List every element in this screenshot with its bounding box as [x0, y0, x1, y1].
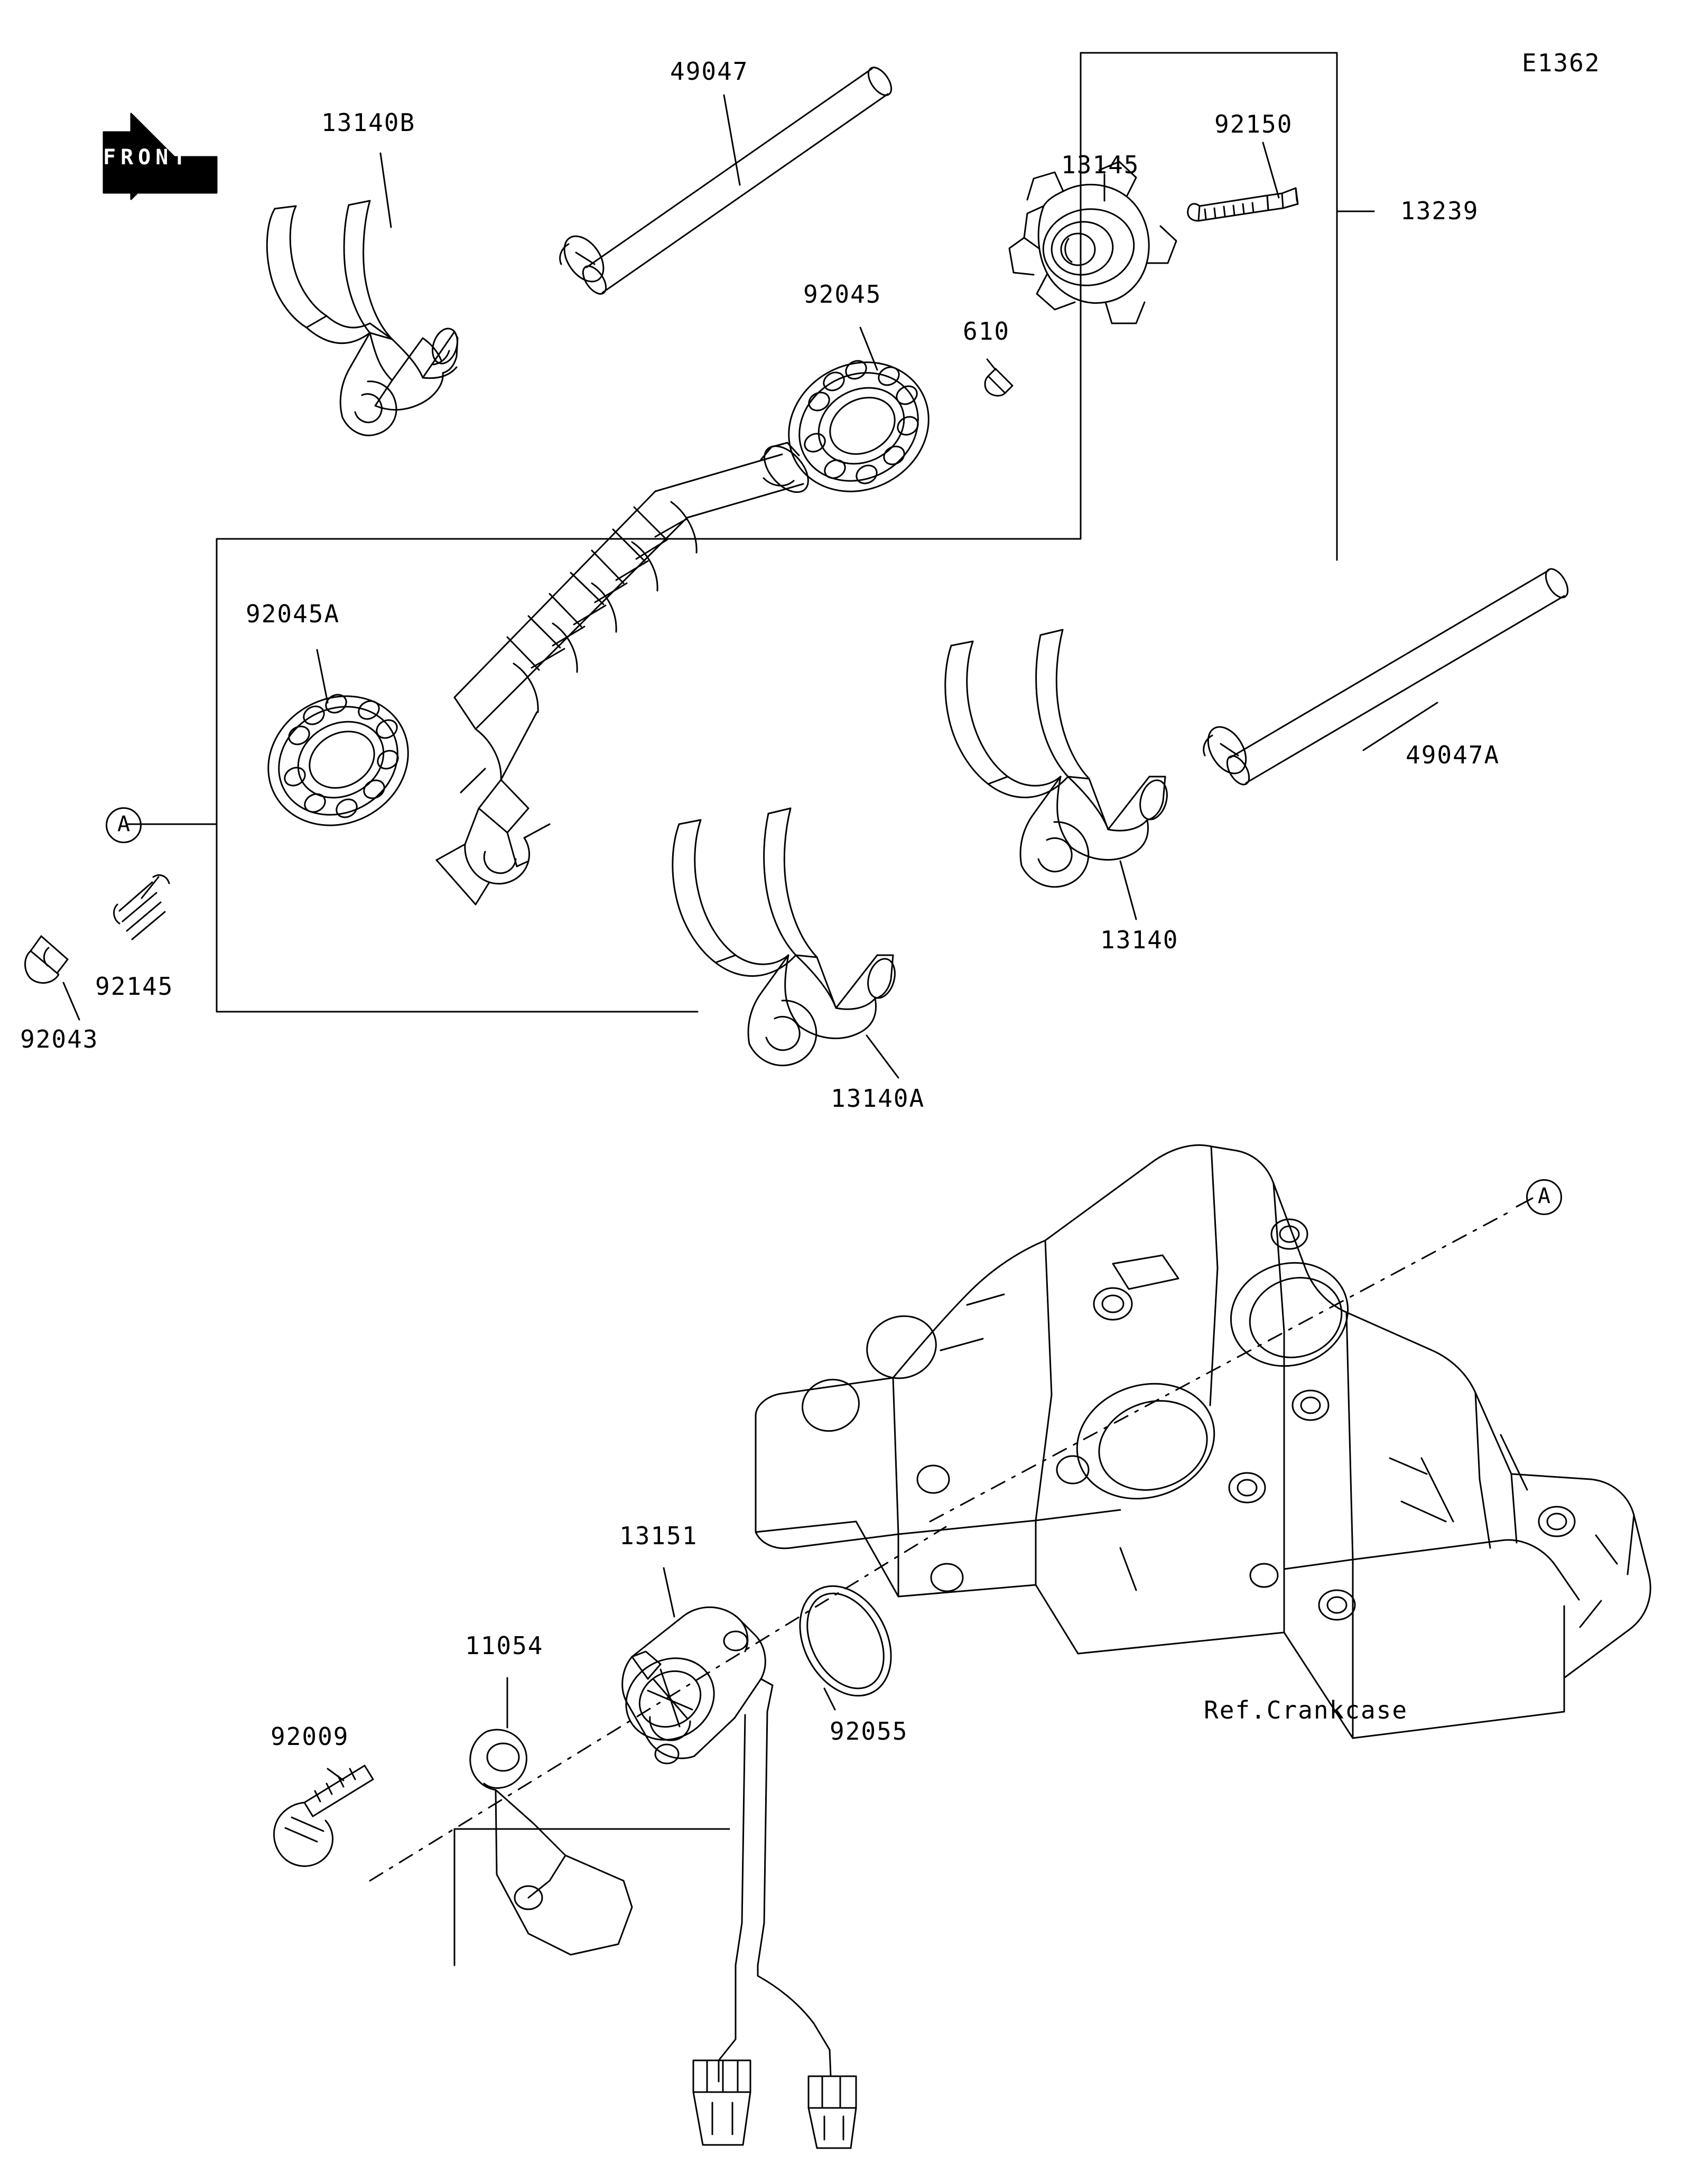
part-13151-neutral-switch	[611, 1607, 773, 1763]
label-49047: 49047	[670, 57, 749, 86]
part-610-pin	[985, 369, 1012, 396]
label-610: 610	[963, 317, 1010, 346]
label-49047A: 49047A	[1406, 741, 1500, 769]
front-arrow-label: FRONT	[103, 145, 191, 170]
part-49047-shift-rod	[556, 63, 896, 298]
label-13140B: 13140B	[321, 108, 416, 137]
part-92045-bearing	[766, 338, 952, 516]
label-92045A: 92045A	[246, 600, 340, 628]
part-92145-spring	[114, 875, 169, 939]
part-92150-bolt	[1188, 188, 1298, 221]
label-13140A: 13140A	[831, 1084, 925, 1113]
part-13151-wires	[693, 1712, 856, 2148]
label-92043: 92043	[20, 1025, 99, 1053]
part-92009-bolt	[274, 1766, 373, 1866]
label-13145: 13145	[1061, 151, 1140, 179]
callout-a-left: A	[106, 807, 142, 843]
callout-line-A-right	[930, 1211, 1511, 1522]
label-13239: 13239	[1400, 197, 1479, 225]
label-92045: 92045	[803, 280, 882, 309]
part-92043-plunger	[25, 936, 68, 983]
label-13140: 13140	[1100, 926, 1179, 954]
part-13145-cam	[1009, 162, 1176, 323]
part-13140-shift-fork	[945, 630, 1172, 887]
part-92055-o-ring	[782, 1570, 909, 1711]
leader-lines	[63, 95, 1437, 1780]
label-92055: 92055	[830, 1717, 908, 1746]
part-13140A-shift-fork	[673, 808, 899, 1066]
part-13140B-shift-fork	[267, 201, 461, 435]
axis-line-lower	[370, 1527, 946, 1881]
label-92150: 92150	[1214, 110, 1293, 138]
callout-a-right: A	[1526, 1179, 1562, 1215]
group-box-assembly-A	[127, 507, 1081, 1012]
label-92009: 92009	[271, 1722, 349, 1751]
part-92045A-bearing	[246, 672, 431, 850]
part-11054-bracket	[470, 1730, 632, 1955]
group-box-13239	[1081, 53, 1337, 560]
part-49047A-shift-rod	[1201, 565, 1573, 788]
diagram-code: E1362	[1522, 49, 1601, 77]
label-11054: 11054	[465, 1631, 544, 1660]
label-13151: 13151	[619, 1522, 698, 1550]
label-ref-crankcase: Ref.Crankcase	[1204, 1696, 1408, 1724]
label-92145: 92145	[95, 972, 174, 1001]
part-shift-drum	[436, 438, 816, 904]
